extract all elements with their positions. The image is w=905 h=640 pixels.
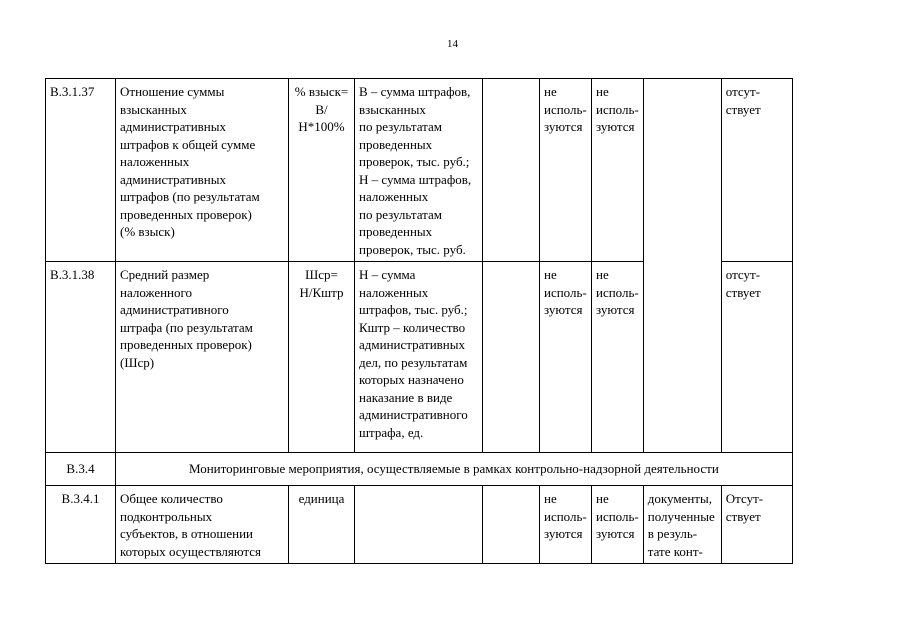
indicator-source [483, 262, 540, 453]
indicator-usage-2: не исполь- зуются [592, 486, 644, 564]
indicator-name: Средний размер наложенного административного штрафа (по результатам проведенных проверок) (Шср) [116, 262, 289, 453]
indicator-name: Общее количество подконтрольных субъектов, в отношении которых осуществляются [116, 486, 289, 564]
indicator-source [483, 486, 540, 564]
indicator-formula: % взыск= В/Н*100% [289, 79, 355, 262]
indicator-name: Отношение суммы взысканных административных штрафов к общей сумме наложенных административных штрафов (по результатам проведенных проверок) (% взыск) [116, 79, 289, 262]
indicator-usage-1: не исполь- зуются [540, 486, 592, 564]
indicator-documents [643, 79, 721, 262]
indicator-description [355, 486, 483, 564]
table-row [46, 262, 793, 453]
indicator-note: отсут- ствует [721, 79, 792, 262]
indicator-description: В – сумма штрафов, взысканных по результатам проведенных проверок, тыс. руб.; Н – сумма штрафов, наложенных по результатам проведенных проверок, тыс. руб. [355, 79, 483, 262]
table-row [46, 486, 793, 564]
indicator-code: В.3.1.37 [46, 79, 116, 262]
indicator-formula: единица [289, 486, 355, 564]
indicator-usage-1: не исполь- зуются [540, 79, 592, 262]
section-row [46, 453, 793, 486]
indicator-source [483, 79, 540, 262]
indicator-documents: документы, полученные в резуль- тате конт- [643, 486, 721, 564]
indicator-code: В.3.4.1 [46, 486, 116, 564]
indicator-note: Отсут- ствует [721, 486, 792, 564]
indicator-documents [643, 262, 721, 453]
indicator-usage-2: не исполь- зуются [592, 262, 644, 453]
indicator-code: В.3.1.38 [46, 262, 116, 453]
indicator-usage-1: не исполь- зуются [540, 262, 592, 453]
indicator-description: Н – сумма наложенных штрафов, тыс. руб.; Кштр – количество административных дел, по результатам которых назначено наказание в виде административного штрафа, ед. [355, 262, 483, 453]
indicator-usage-2: не исполь- зуются [592, 79, 644, 262]
indicators-table [45, 78, 793, 564]
section-title: Мониторинговые мероприятия, осуществляемые в рамках контрольно-надзорной деятельности [116, 453, 793, 486]
table-row [46, 79, 793, 262]
section-code: В.3.4 [46, 453, 116, 486]
indicator-formula: Шср= Н/Кштр [289, 262, 355, 453]
page-number: 14 [447, 38, 458, 50]
indicator-note: отсут- ствует [721, 262, 792, 453]
